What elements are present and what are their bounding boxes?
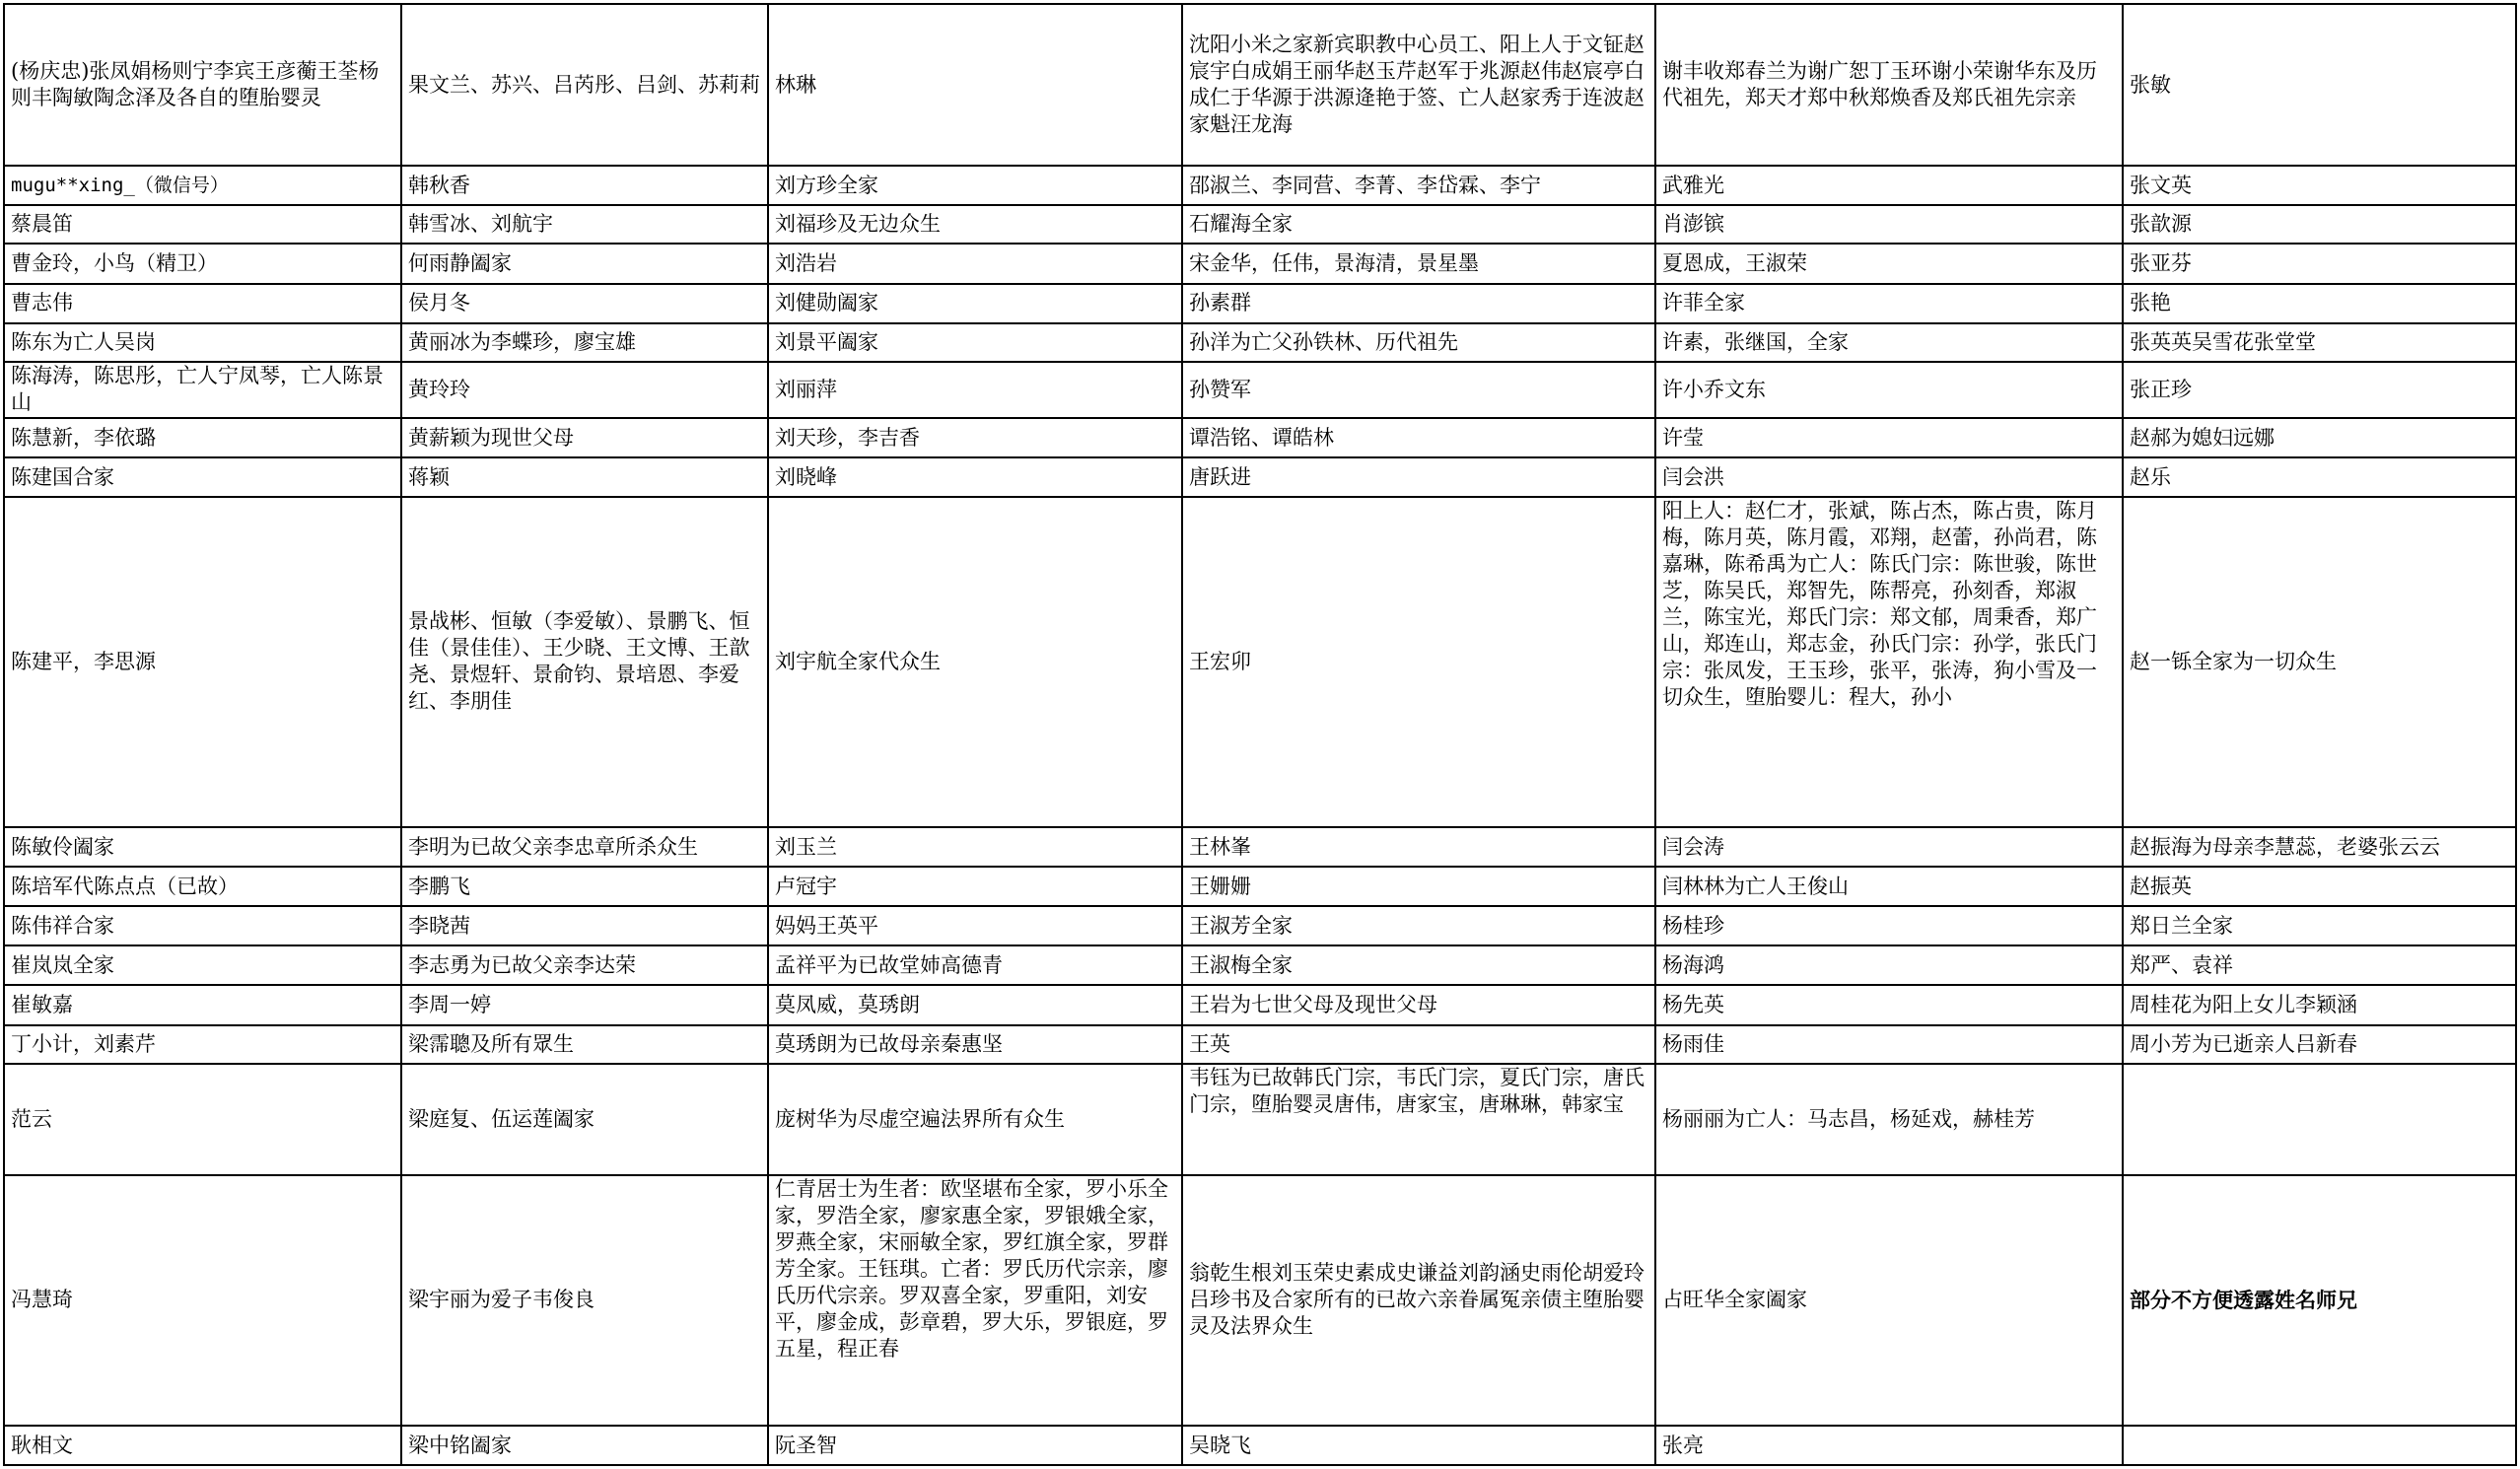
table-cell: 许素，张继国，全家 xyxy=(1655,323,2123,363)
table-cell: 赵振海为母亲李慧蕊，老婆张云云 xyxy=(2123,827,2516,868)
table-row xyxy=(4,985,2516,1025)
table-cell: 部分不方便透露姓名师兄 xyxy=(2123,1175,2516,1427)
table-cell: 郑日兰全家 xyxy=(2123,906,2516,946)
table-cell: 冯慧琦 xyxy=(4,1175,401,1427)
table-cell xyxy=(2123,1064,2516,1175)
table-cell: 崔敏嘉 xyxy=(4,985,401,1025)
table-cell: 刘天珍，李吉香 xyxy=(768,418,1182,458)
table-cell: 王姗姗 xyxy=(1182,867,1655,906)
table-cell: 耿相文 xyxy=(4,1426,401,1465)
table-cell: 闫林林为亡人王俊山 xyxy=(1655,867,2123,906)
table-cell: 李明为已故父亲李忠章所杀众生 xyxy=(401,827,768,868)
table-cell: 郑严、袁祥 xyxy=(2123,945,2516,985)
table-cell: 张英英吴雪花张堂堂 xyxy=(2123,323,2516,363)
table-cell: 陈伟祥合家 xyxy=(4,906,401,946)
table-cell: 肖澎镔 xyxy=(1655,205,2123,245)
table-cell: 梁霈聰及所有眾生 xyxy=(401,1025,768,1065)
table-cell: 翁乾生根刘玉荣史素成史谦益刘韵涵史雨伦胡爱玲吕珍书及合家所有的已故六亲眷属冤亲债主堕胎婴灵及法界众生 xyxy=(1182,1175,1655,1427)
table-cell: 闫会涛 xyxy=(1655,827,2123,868)
table-cell: 侯月冬 xyxy=(401,284,768,323)
table-row xyxy=(4,497,2516,827)
table-cell: 张文英 xyxy=(2123,166,2516,205)
table-cell: 闫会洪 xyxy=(1655,457,2123,497)
table-cell: 陈建国合家 xyxy=(4,457,401,497)
table-cell: 刘丽萍 xyxy=(768,362,1182,418)
table-cell: 张亚芬 xyxy=(2123,244,2516,284)
table-body xyxy=(4,4,2516,1465)
dedication-name-table xyxy=(3,3,2517,1466)
table-cell: 刘玉兰 xyxy=(768,827,1182,868)
table-cell: 刘宇航全家代众生 xyxy=(768,497,1182,827)
table-cell: 张正珍 xyxy=(2123,362,2516,418)
table-cell: 孙赞军 xyxy=(1182,362,1655,418)
table-cell: 杨海鸿 xyxy=(1655,945,2123,985)
table-row xyxy=(4,1064,2516,1175)
table-cell: 周小芳为已逝亲人吕新春 xyxy=(2123,1025,2516,1065)
table-cell: 蒋颖 xyxy=(401,457,768,497)
table-cell: 赵振英 xyxy=(2123,867,2516,906)
table-cell: 韩雪冰、刘航宇 xyxy=(401,205,768,245)
table-cell: 刘福珍及无边众生 xyxy=(768,205,1182,245)
table-cell: 沈阳小米之家新宾职教中心员工、阳上人于文钲赵宸宇白成娟王丽华赵玉芹赵军于兆源赵伟赵宸亭白成仁于华源于洪源逄艳于签、亡人赵家秀于连波赵家魁汪龙海 xyxy=(1182,4,1655,166)
table-cell: 蔡晨笛 xyxy=(4,205,401,245)
table-row xyxy=(4,284,2516,323)
table-cell: 卢冠宇 xyxy=(768,867,1182,906)
table-cell: 唐跃进 xyxy=(1182,457,1655,497)
table-cell: 王宏卯 xyxy=(1182,497,1655,827)
table-cell: 梁宇丽为爱子韦俊良 xyxy=(401,1175,768,1427)
table-cell: 妈妈王英平 xyxy=(768,906,1182,946)
table-cell: 李志勇为已故父亲李达荣 xyxy=(401,945,768,985)
table-cell: 杨先英 xyxy=(1655,985,2123,1025)
table-cell: 孟祥平为已故堂姉高德青 xyxy=(768,945,1182,985)
table-cell: 范云 xyxy=(4,1064,401,1175)
table-cell: 黄薪颖为现世父母 xyxy=(401,418,768,458)
table-row xyxy=(4,244,2516,284)
table-cell: 赵郝为媳妇远娜 xyxy=(2123,418,2516,458)
table-cell: mugu**xing_（微信号） xyxy=(4,166,401,205)
table-cell: 仁青居士为生者：欧坚堪布全家，罗小乐全家，罗浩全家，廖家惠全家，罗银娥全家，罗燕全家，宋丽敏全家，罗红旗全家，罗群芳全家。王钰琪。亡者：罗氏历代宗亲，廖氏历代宗亲。罗双喜全家，罗重阳，刘安平，廖金成，彭章碧，罗大乐，罗银庭，罗五星，程正春 xyxy=(768,1175,1182,1427)
table-row xyxy=(4,827,2516,868)
table-row xyxy=(4,418,2516,458)
table-cell: 崔岚岚全家 xyxy=(4,945,401,985)
table-cell: 陈慧新，李依璐 xyxy=(4,418,401,458)
table-cell: 果文兰、苏兴、吕芮彤、吕剑、苏莉莉 xyxy=(401,4,768,166)
table-row xyxy=(4,1175,2516,1427)
table-cell: 陈敏伶阖家 xyxy=(4,827,401,868)
table-row xyxy=(4,457,2516,497)
table-cell: 杨雨佳 xyxy=(1655,1025,2123,1065)
table-cell: 曹金玲，小鸟（精卫） xyxy=(4,244,401,284)
table-cell: 杨丽丽为亡人：马志昌，杨延戏，赫桂芳 xyxy=(1655,1064,2123,1175)
table-cell: 武雅光 xyxy=(1655,166,2123,205)
table-cell: 景战彬、恒敏（李爱敏）、景鹏飞、恒佳（景佳佳）、王少晓、王文博、王歆尧、景煜轩、景俞钧、景培恩、李爱红、李朋佳 xyxy=(401,497,768,827)
table-cell: 刘健勋阖家 xyxy=(768,284,1182,323)
table-row xyxy=(4,906,2516,946)
table-row xyxy=(4,945,2516,985)
table-cell: 庞树华为尽虚空遍法界所有众生 xyxy=(768,1064,1182,1175)
table-cell: 王淑梅全家 xyxy=(1182,945,1655,985)
table-cell: 黄玲玲 xyxy=(401,362,768,418)
table-cell: 许莹 xyxy=(1655,418,2123,458)
table-row xyxy=(4,1426,2516,1465)
table-cell: 陈培军代陈点点（已故） xyxy=(4,867,401,906)
table-cell: 王英 xyxy=(1182,1025,1655,1065)
table-cell: (杨庆忠)张凤娟杨则宁李宾王彦蘅王荃杨则丰陶敏陶念泽及各自的堕胎婴灵 xyxy=(4,4,401,166)
table-cell: 赵一铄全家为一切众生 xyxy=(2123,497,2516,827)
table-cell: 吴晓飞 xyxy=(1182,1426,1655,1465)
table-cell: 林琳 xyxy=(768,4,1182,166)
table-cell: 谭浩铭、谭皓林 xyxy=(1182,418,1655,458)
table-cell: 黄丽冰为李蝶珍，廖宝雄 xyxy=(401,323,768,363)
table-cell: 陈海涛，陈思彤，亡人宁凤琴，亡人陈景山 xyxy=(4,362,401,418)
table-cell: 孙洋为亡父孙铁林、历代祖先 xyxy=(1182,323,1655,363)
table-cell: 邵淑兰、李同营、李菁、李岱霖、李宁 xyxy=(1182,166,1655,205)
table-row xyxy=(4,323,2516,363)
table-cell: 刘景平阖家 xyxy=(768,323,1182,363)
table-cell: 莫琇朗为已故母亲秦惠坚 xyxy=(768,1025,1182,1065)
table-cell: 宋金华，任伟，景海清，景星墨 xyxy=(1182,244,1655,284)
table-cell: 许小乔文东 xyxy=(1655,362,2123,418)
table-cell: 张艳 xyxy=(2123,284,2516,323)
table-cell: 张亮 xyxy=(1655,1426,2123,1465)
table-cell: 杨桂珍 xyxy=(1655,906,2123,946)
table-cell: 李晓茜 xyxy=(401,906,768,946)
table-cell: 王林峯 xyxy=(1182,827,1655,868)
table-cell: 石耀海全家 xyxy=(1182,205,1655,245)
table-cell: 许菲全家 xyxy=(1655,284,2123,323)
table-cell: 阳上人：赵仁才，张斌，陈占杰，陈占贵，陈月梅，陈月英，陈月霞，邓翔，赵蕾，孙尚君，陈嘉琳，陈希禹为亡人：陈氏门宗：陈世骏，陈世芝，陈吴氏，郑智先，陈帮亮，孙刻香，郑淑兰，陈宝光，郑氏门宗：郑文郁，周秉香，郑广山，郑连山，郑志金，孙氏门宗：孙学，张氏门宗：张凤发，王玉珍，张平，张涛，狗小雪及一切众生，堕胎婴儿：程大，孙小 xyxy=(1655,497,2123,827)
table-cell: 赵乐 xyxy=(2123,457,2516,497)
table-cell: 梁中铭阖家 xyxy=(401,1426,768,1465)
table-row xyxy=(4,166,2516,205)
table-cell: 刘晓峰 xyxy=(768,457,1182,497)
table-cell: 张敏 xyxy=(2123,4,2516,166)
table-cell: 莫凤威，莫琇朗 xyxy=(768,985,1182,1025)
table-row xyxy=(4,867,2516,906)
table-row xyxy=(4,1025,2516,1065)
table-row xyxy=(4,4,2516,166)
table-cell: 陈建平，李思源 xyxy=(4,497,401,827)
table-cell: 李周一婷 xyxy=(401,985,768,1025)
table-cell: 阮圣智 xyxy=(768,1426,1182,1465)
table-cell: 丁小计，刘素芹 xyxy=(4,1025,401,1065)
table-cell: 韦钰为已故韩氏门宗，韦氏门宗，夏氏门宗，唐氏门宗，堕胎婴灵唐伟，唐家宝，唐琳琳，韩家宝 xyxy=(1182,1064,1655,1175)
table-cell: 占旺华全家阖家 xyxy=(1655,1175,2123,1427)
table-cell: 曹志伟 xyxy=(4,284,401,323)
table-cell: 王岩为七世父母及现世父母 xyxy=(1182,985,1655,1025)
table-cell: 谢丰收郑春兰为谢广恕丁玉环谢小荣谢华东及历代祖先，郑天才郑中秋郑焕香及郑氏祖先宗亲 xyxy=(1655,4,2123,166)
table-cell: 王淑芳全家 xyxy=(1182,906,1655,946)
table-cell: 刘方珍全家 xyxy=(768,166,1182,205)
table-cell: 周桂花为阳上女儿李颖涵 xyxy=(2123,985,2516,1025)
table-cell: 李鹏飞 xyxy=(401,867,768,906)
table-cell: 孙素群 xyxy=(1182,284,1655,323)
table-cell: 夏恩成，王淑荣 xyxy=(1655,244,2123,284)
table-cell: 刘浩岩 xyxy=(768,244,1182,284)
table-cell: 何雨静阖家 xyxy=(401,244,768,284)
table-cell xyxy=(2123,1426,2516,1465)
table-cell: 韩秋香 xyxy=(401,166,768,205)
table-cell: 陈东为亡人吴岗 xyxy=(4,323,401,363)
table-cell: 张歆源 xyxy=(2123,205,2516,245)
table-row xyxy=(4,362,2516,418)
table-cell: 梁庭复、伍运莲阖家 xyxy=(401,1064,768,1175)
table-row xyxy=(4,205,2516,245)
